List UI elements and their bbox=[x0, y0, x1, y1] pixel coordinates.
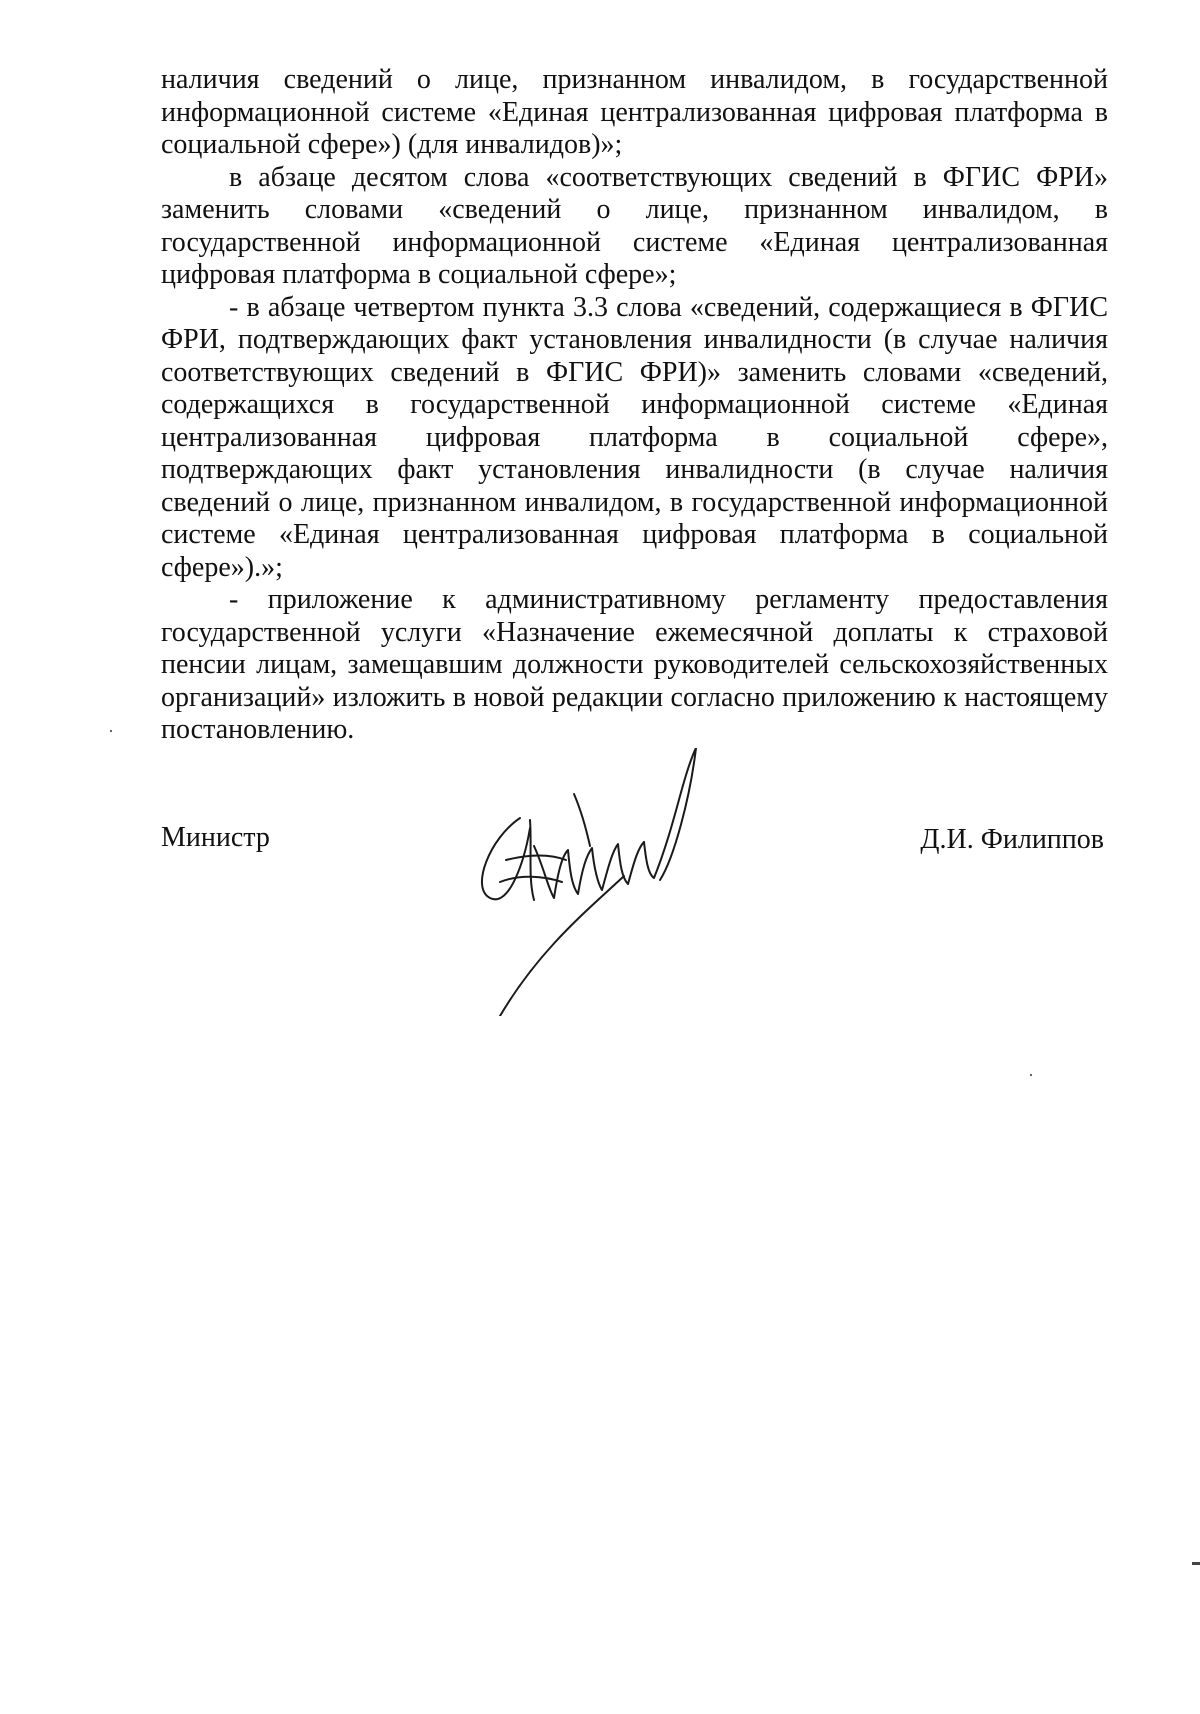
signer-position: Министр bbox=[161, 822, 270, 853]
signer-name: Д.И. Филиппов bbox=[920, 824, 1104, 855]
scan-edge-mark bbox=[1192, 1562, 1200, 1565]
paragraph-tenth-abzac: в абзаце десятом слова «соответствующих сведений в ФГИС ФРИ» заменить словами «сведений о лице, признанном инвалидом, в государственной информационной системе «Единая централизованная цифровая платформа в социальной сфере»; bbox=[161, 161, 1108, 290]
paragraph-continuation: наличия сведений о лице, признанном инвалидом, в государственной информационной системе «Единая централизованная цифровая платформа в социальной сфере») (для инвалидов)»; bbox=[161, 64, 1108, 160]
paragraph-appendix: - приложение к административному регламенту предоставления государственной услуги «Назначение ежемесячной доплаты к страховой пенсии лицам, замещавшим должности руководителей сельскохозяйственных организаций» изложить в новой редакции согласно приложению к настоящему постановлению. bbox=[161, 584, 1108, 745]
handwritten-signature-icon bbox=[470, 748, 770, 1016]
scan-speck bbox=[110, 730, 112, 732]
paragraph-clause-3-3: - в абзаце четвертом пункта 3.3 слова «сведений, содержащиеся в ФГИС ФРИ, подтверждающих факт установления инвалидности (в случае наличия соответствующих сведений в ФГИС ФРИ)» заменить словами «сведений, содержащихся в государственной информационной системе «Единая централизованная цифровая платформа в социальной сфере», подтверждающих факт установления инвалидности (в случае наличия сведений о лице, признанном инвалидом, в государственной информационной системе «Единая централизованная цифровая платформа в социальной сфере»).»; bbox=[161, 291, 1108, 583]
document-body bbox=[161, 64, 1108, 747]
scan-speck bbox=[1030, 1074, 1032, 1076]
